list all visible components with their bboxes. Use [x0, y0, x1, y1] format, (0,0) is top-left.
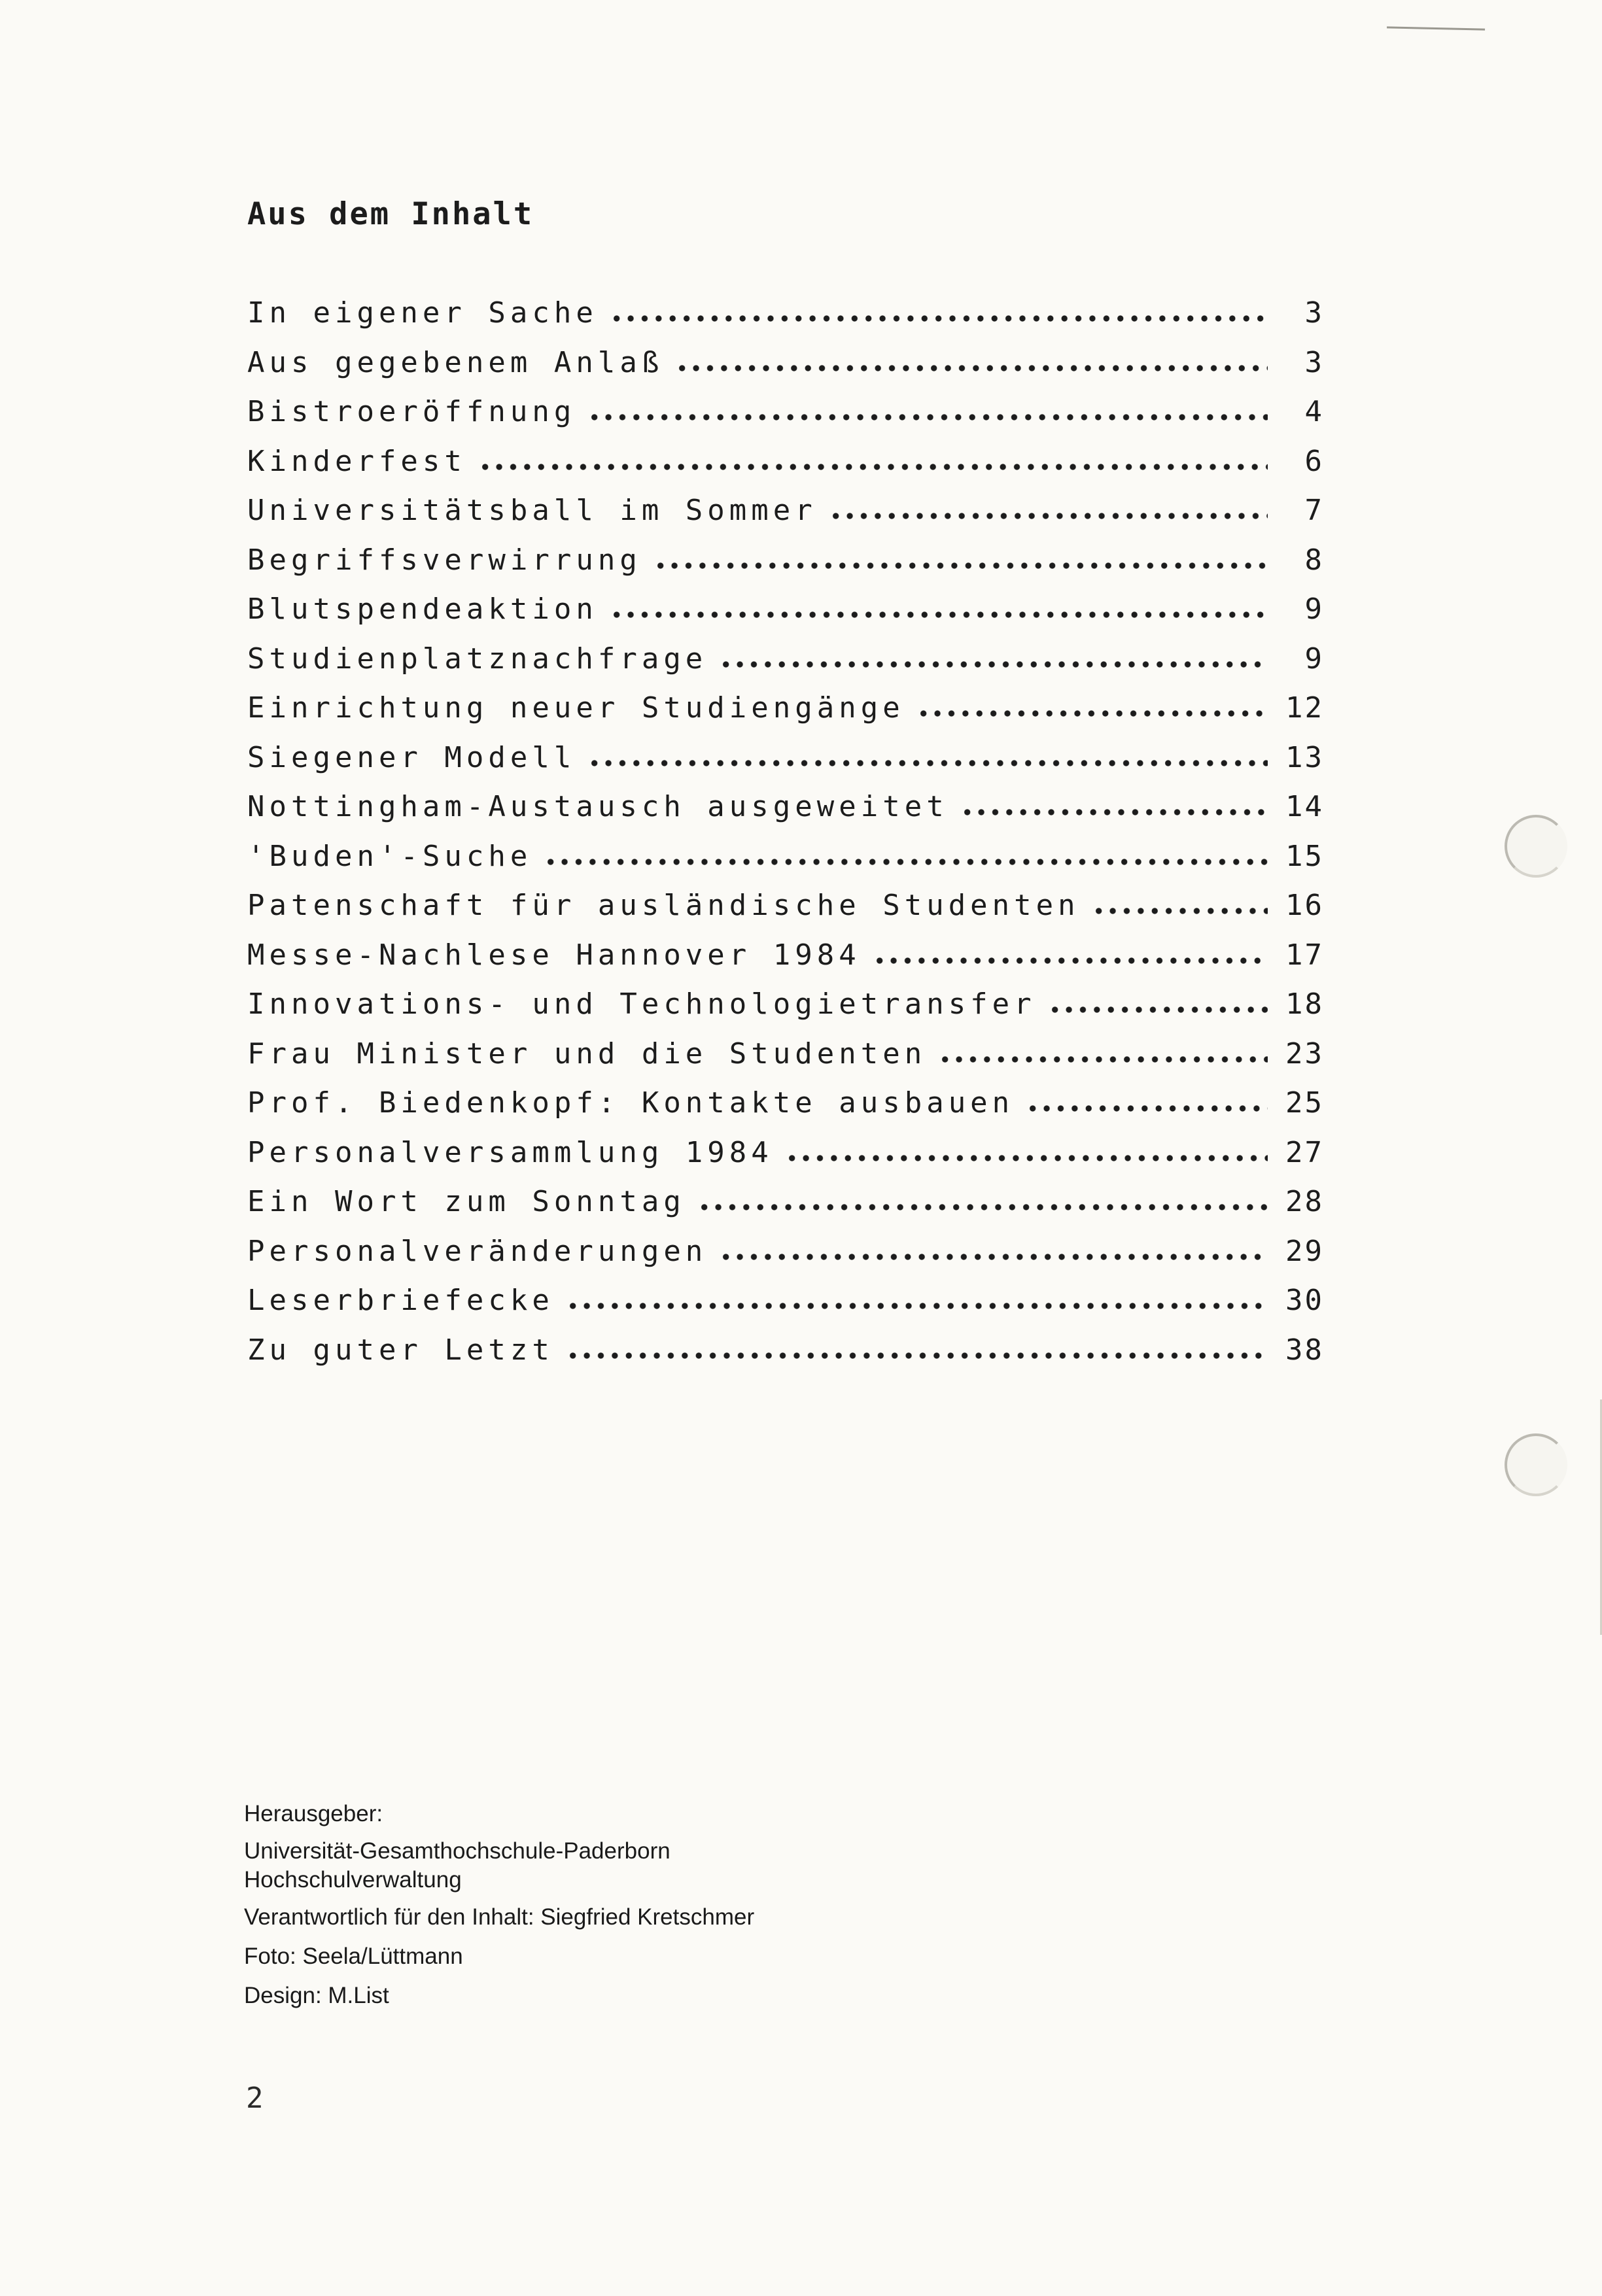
dot-leader	[916, 691, 1268, 717]
dot-leader	[873, 938, 1268, 965]
dot-leader	[1092, 889, 1268, 915]
toc-entry-page: 18	[1285, 987, 1324, 1021]
toc-entry-page: 3	[1304, 296, 1324, 330]
toc-entry-page: 4	[1304, 395, 1324, 428]
toc-entry-page: 27	[1285, 1135, 1324, 1169]
toc-entry-page: 9	[1304, 592, 1324, 626]
toc-entry	[247, 1086, 1324, 1136]
scan-corner-mark	[1387, 26, 1485, 34]
toc-entry-page: 28	[1285, 1185, 1324, 1218]
photo-credit: Foto: Seela/Lüttmann	[244, 1944, 463, 1969]
toc-entry-page: 14	[1285, 790, 1324, 823]
dot-leader	[587, 395, 1268, 421]
toc-entry-title: Frau Minister und die Studenten	[247, 1037, 927, 1071]
dot-leader	[587, 741, 1268, 767]
toc-entry	[247, 889, 1324, 938]
toc-entry-title: Kinderfest	[247, 444, 466, 478]
toc-entry	[247, 790, 1324, 840]
toc-entry	[247, 642, 1324, 692]
toc-entry-page: 6	[1304, 444, 1324, 478]
dot-leader	[829, 494, 1268, 520]
toc-entry	[247, 1037, 1324, 1087]
toc-entry-page: 29	[1285, 1234, 1324, 1268]
toc-entry-page: 30	[1285, 1284, 1324, 1317]
dot-leader	[938, 1037, 1268, 1063]
toc-entry-title: Nottingham-Austausch ausgeweitet	[247, 790, 949, 823]
toc-entry-page: 15	[1285, 839, 1324, 873]
dot-leader	[610, 296, 1268, 322]
dot-leader	[653, 543, 1268, 570]
punch-hole-bottom	[1505, 1433, 1567, 1496]
toc-entry	[247, 691, 1324, 741]
toc-entry-page: 25	[1285, 1086, 1324, 1120]
table-of-contents	[247, 296, 1324, 1382]
dot-leader	[544, 840, 1268, 866]
toc-entry-page: 12	[1285, 691, 1324, 725]
toc-entry	[247, 592, 1324, 642]
toc-entry-title: Blutspendeaktion	[247, 592, 598, 626]
toc-entry-title: Siegener Modell	[247, 740, 576, 774]
dot-leader	[719, 1235, 1268, 1261]
toc-entry	[247, 938, 1324, 988]
toc-entry-title: Leserbriefecke	[247, 1284, 554, 1317]
toc-entry-title: Innovations- und Technologietransfer	[247, 987, 1036, 1021]
responsible-editor: Verantwortlich für den Inhalt: Siegfried Kretschmer	[244, 1904, 755, 1930]
imprint	[244, 1800, 754, 2010]
toc-entry-page: 38	[1285, 1333, 1324, 1367]
toc-entry-page: 8	[1304, 543, 1324, 577]
toc-entry	[247, 741, 1324, 791]
toc-entry	[247, 494, 1324, 543]
publisher-label: Herausgeber:	[244, 1801, 383, 1826]
dot-leader	[566, 1284, 1268, 1310]
toc-entry-title: 'Buden'-Suche	[247, 839, 532, 873]
toc-entry	[247, 395, 1324, 445]
dot-leader	[1026, 1086, 1268, 1112]
toc-entry-title: Prof. Biedenkopf: Kontakte ausbauen	[247, 1086, 1015, 1120]
toc-entry-title: Universitätsball im Sommer	[247, 494, 817, 527]
toc-entry	[247, 296, 1324, 346]
toc-entry-title: Personalveränderungen	[247, 1234, 708, 1268]
toc-entry	[247, 1333, 1324, 1383]
toc-heading: Aus dem Inhalt	[247, 196, 534, 232]
toc-entry-page: 23	[1285, 1037, 1324, 1071]
dot-leader	[1048, 987, 1268, 1014]
toc-entry	[247, 445, 1324, 494]
toc-entry-page: 9	[1304, 642, 1324, 676]
dot-leader	[566, 1333, 1268, 1360]
toc-entry	[247, 987, 1324, 1037]
toc-entry	[247, 1136, 1324, 1186]
dot-leader	[697, 1185, 1268, 1211]
dot-leader	[785, 1136, 1268, 1162]
toc-entry	[247, 346, 1324, 396]
toc-entry-page: 7	[1304, 494, 1324, 527]
toc-entry-title: In eigener Sache	[247, 296, 598, 330]
toc-entry-title: Personalversammlung 1984	[247, 1135, 773, 1169]
toc-entry	[247, 1185, 1324, 1235]
dot-leader	[675, 346, 1268, 372]
toc-entry-title: Bistroeröffnung	[247, 395, 576, 428]
toc-entry-page: 13	[1285, 740, 1324, 774]
toc-entry-page: 17	[1285, 938, 1324, 972]
toc-entry	[247, 543, 1324, 593]
publisher-name: Universität-Gesamthochschule-Paderborn	[244, 1838, 670, 1864]
toc-entry-title: Zu guter Letzt	[247, 1333, 554, 1367]
dot-leader	[719, 642, 1268, 668]
toc-entry-title: Patenschaft für ausländische Studenten	[247, 889, 1080, 922]
dot-leader	[960, 790, 1268, 816]
page-number: 2	[246, 2082, 264, 2115]
publisher-department: Hochschulverwaltung	[244, 1867, 462, 1893]
toc-entry-title: Studienplatznachfrage	[247, 642, 708, 676]
toc-entry-title: Ein Wort zum Sonntag	[247, 1185, 686, 1218]
toc-entry-title: Einrichtung neuer Studiengänge	[247, 691, 905, 725]
toc-entry-page: 16	[1285, 889, 1324, 922]
design-credit: Design: M.List	[244, 1983, 389, 2008]
toc-entry-title: Aus gegebenem Anlaß	[247, 345, 664, 379]
toc-entry-title: Begriffsverwirrung	[247, 543, 642, 577]
punch-hole-top	[1505, 815, 1567, 878]
toc-entry	[247, 1284, 1324, 1333]
toc-entry	[247, 1235, 1324, 1284]
dot-leader	[610, 592, 1268, 619]
toc-entry	[247, 840, 1324, 889]
toc-entry-title: Messe-Nachlese Hannover 1984	[247, 938, 861, 972]
dot-leader	[478, 445, 1268, 471]
toc-entry-page: 3	[1304, 345, 1324, 379]
